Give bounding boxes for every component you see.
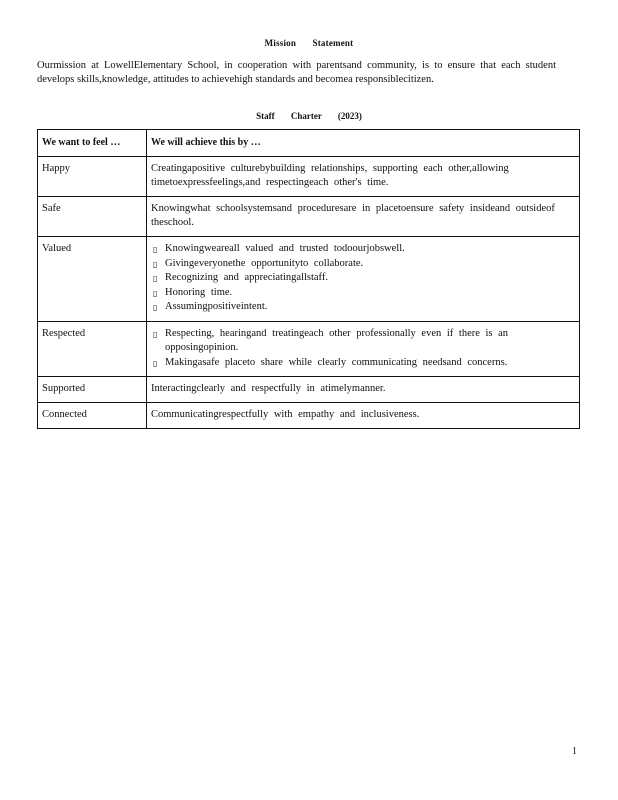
achieve-cell: Interactingclearly and respectfully in atimelymanner. [147,377,580,403]
mission-statement-title: Mission Statement [264,38,354,48]
table-row [38,377,580,403]
achieve-cell [147,321,580,377]
square-bullet-icon: ▯ [153,245,158,254]
header-achieve: We will achieve this by … [147,130,580,157]
mission-statement-text: Ourmission at LowellElementary School, in cooperation with parentsand community, is to ensure that each student develops skills,knowledge, attitudes to achievehigh standards and becomea responsiblecitizen. [37,60,556,85]
achieve-cell [147,237,580,322]
list-item-text: Givingeveryonethe opportunityto collaborate. [165,257,364,269]
list-item [151,242,575,257]
table-row [38,157,580,197]
list-item [151,356,575,371]
bullet-list [151,327,575,371]
list-item-text: Recognizing and appreciatingallstaff. [165,272,328,283]
table-header-row [38,130,580,157]
achieve-cell: Communicatingrespectfully with empathy and inclusiveness. [147,403,580,429]
table-row [38,237,580,322]
list-item-text: Knowingweareall valued and trusted todoourjobswell. [165,243,405,254]
header-feel: We want to feel … [38,130,147,157]
page-number: 1 [572,746,577,757]
achieve-cell: Knowingwhat schoolsystemsand proceduresare in placetoensure safety insideand outsideof theschool. [147,197,580,237]
achieve-cell: Creatingapositive culturebybuilding relationships, supporting each other,allowing timetoexpressfeelings,and respectingeach other's time. [147,157,580,197]
square-bullet-icon: ▯ [153,358,158,368]
square-bullet-icon: ▯ [153,259,158,269]
feeling-cell: Happy [38,157,147,197]
feeling-cell: Respected [38,321,147,377]
feeling-cell: Connected [38,403,147,429]
list-item-text: Assumingpositiveintent. [165,301,268,312]
list-item [151,327,575,356]
feeling-cell: Supported [38,377,147,403]
list-item-text: Respecting, hearingand treatingeach other professionally even if there is an opposingopinion. [165,327,509,353]
feeling-cell: Valued [38,237,147,322]
list-item [151,300,575,315]
square-bullet-icon: ▯ [153,329,158,339]
table-row [38,197,580,237]
list-item [151,271,575,286]
feeling-cell: Safe [38,197,147,237]
square-bullet-icon: ▯ [153,274,158,283]
list-item-text: Makingasafe placeto share while clearly communicating needsand concerns. [165,356,508,368]
list-item [151,286,575,301]
square-bullet-icon: ▯ [153,303,158,312]
table-row [38,321,580,377]
staff-charter-table [37,129,580,429]
square-bullet-icon: ▯ [153,288,158,298]
bullet-list [151,242,575,315]
staff-charter-title: Staff Charter (2023) [256,111,362,121]
list-item [151,257,575,272]
table-row [38,403,580,429]
list-item-text: Honoring time. [165,286,233,298]
